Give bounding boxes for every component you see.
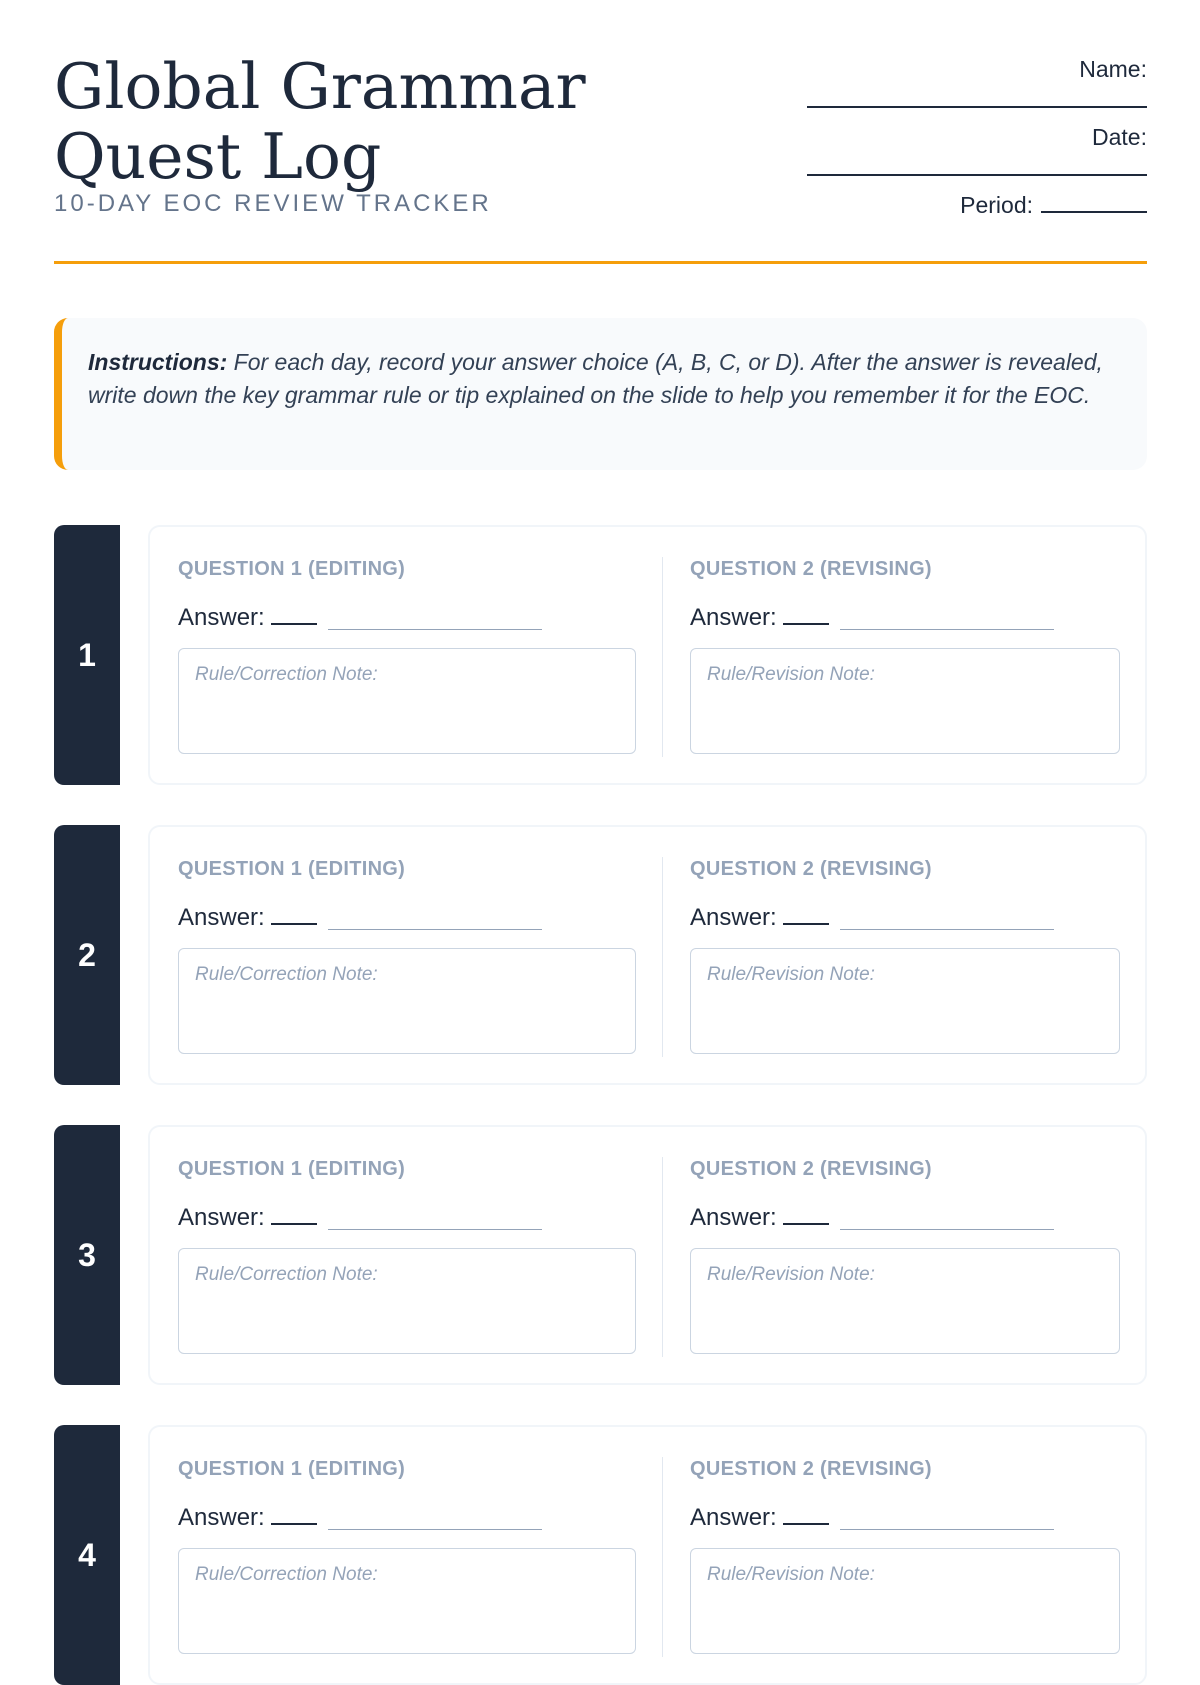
period-row [787, 190, 1147, 220]
header-divider [54, 261, 1147, 264]
question-1-column [178, 557, 636, 762]
answer-row [690, 1503, 1120, 1533]
answer-choice-field[interactable] [271, 903, 317, 925]
answer-extra-line[interactable] [840, 629, 1054, 630]
question-1-label: QUESTION 1 (EDITING) [178, 1458, 406, 1480]
period-field[interactable] [1041, 191, 1147, 213]
question-1-label: QUESTION 1 (EDITING) [178, 1158, 406, 1180]
answer-row [690, 903, 1120, 933]
answer-extra-line[interactable] [328, 929, 542, 930]
day-number: 2 [54, 825, 120, 1085]
day-row [54, 1125, 1147, 1385]
question-1-column [178, 1457, 636, 1662]
question-1-label: QUESTION 1 (EDITING) [178, 858, 406, 880]
answer-extra-line[interactable] [840, 1529, 1054, 1530]
column-divider [662, 1157, 663, 1357]
day-card [148, 525, 1147, 785]
question-2-label: QUESTION 2 (REVISING) [690, 858, 932, 880]
answer-label: Answer: [690, 904, 777, 931]
day-row [54, 825, 1147, 1085]
answer-extra-line[interactable] [328, 1229, 542, 1230]
day-number: 3 [54, 1125, 120, 1385]
answer-row [178, 1503, 636, 1533]
answer-choice-field[interactable] [783, 1203, 829, 1225]
answer-row [178, 603, 636, 633]
revision-note-box[interactable]: Rule/Revision Note: [690, 1548, 1120, 1654]
question-2-column [690, 1457, 1120, 1662]
answer-row [690, 1203, 1120, 1233]
answer-label: Answer: [178, 1504, 265, 1531]
instructions-box [54, 318, 1147, 470]
column-divider [662, 1457, 663, 1657]
day-card [148, 825, 1147, 1085]
question-1-label: QUESTION 1 (EDITING) [178, 558, 406, 580]
answer-choice-field[interactable] [271, 603, 317, 625]
answer-choice-field[interactable] [783, 1503, 829, 1525]
question-2-label: QUESTION 2 (REVISING) [690, 1158, 932, 1180]
day-number: 4 [54, 1425, 120, 1685]
day-row [54, 1425, 1147, 1685]
answer-row [178, 1203, 636, 1233]
correction-note-box[interactable]: Rule/Correction Note: [178, 1548, 636, 1654]
revision-note-box[interactable]: Rule/Revision Note: [690, 1248, 1120, 1354]
answer-extra-line[interactable] [328, 629, 542, 630]
student-fields [787, 54, 1147, 220]
name-label: Name: [1079, 56, 1147, 82]
name-field[interactable] [807, 84, 1147, 108]
question-2-column [690, 557, 1120, 762]
question-1-column [178, 1157, 636, 1362]
day-row [54, 525, 1147, 785]
answer-label: Answer: [690, 1204, 777, 1231]
instructions-lead: Instructions: [88, 349, 228, 375]
correction-note-box[interactable]: Rule/Correction Note: [178, 648, 636, 754]
answer-extra-line[interactable] [840, 1229, 1054, 1230]
answer-row [178, 903, 636, 933]
answer-label: Answer: [178, 1204, 265, 1231]
revision-note-box[interactable]: Rule/Revision Note: [690, 948, 1120, 1054]
question-2-label: QUESTION 2 (REVISING) [690, 1458, 932, 1480]
answer-extra-line[interactable] [840, 929, 1054, 930]
question-1-column [178, 857, 636, 1062]
correction-note-box[interactable]: Rule/Correction Note: [178, 948, 636, 1054]
date-label: Date: [1092, 124, 1147, 150]
answer-choice-field[interactable] [783, 603, 829, 625]
day-card [148, 1425, 1147, 1685]
answer-choice-field[interactable] [271, 1203, 317, 1225]
day-number: 1 [54, 525, 120, 785]
question-2-column [690, 1157, 1120, 1362]
answer-choice-field[interactable] [783, 903, 829, 925]
instructions-text: For each day, record your answer choice (A, B, C, or D). After the answer is revealed, write down the key grammar rule or tip explained on the slide to help you remember it for the EOC. [88, 349, 1103, 408]
revision-note-box[interactable]: Rule/Revision Note: [690, 648, 1120, 754]
answer-label: Answer: [178, 904, 265, 931]
header [54, 0, 1147, 264]
period-label: Period: [960, 192, 1033, 218]
answer-label: Answer: [178, 604, 265, 631]
page-title: Global Grammar Quest Log [54, 50, 586, 193]
answer-label: Answer: [690, 1504, 777, 1531]
date-field[interactable] [807, 152, 1147, 176]
answer-choice-field[interactable] [271, 1503, 317, 1525]
day-card [148, 1125, 1147, 1385]
column-divider [662, 857, 663, 1057]
answer-row [690, 603, 1120, 633]
page-subtitle: 10-DAY EOC REVIEW TRACKER [54, 190, 492, 217]
question-2-label: QUESTION 2 (REVISING) [690, 558, 932, 580]
correction-note-box[interactable]: Rule/Correction Note: [178, 1248, 636, 1354]
column-divider [662, 557, 663, 757]
answer-extra-line[interactable] [328, 1529, 542, 1530]
question-2-column [690, 857, 1120, 1062]
answer-label: Answer: [690, 604, 777, 631]
